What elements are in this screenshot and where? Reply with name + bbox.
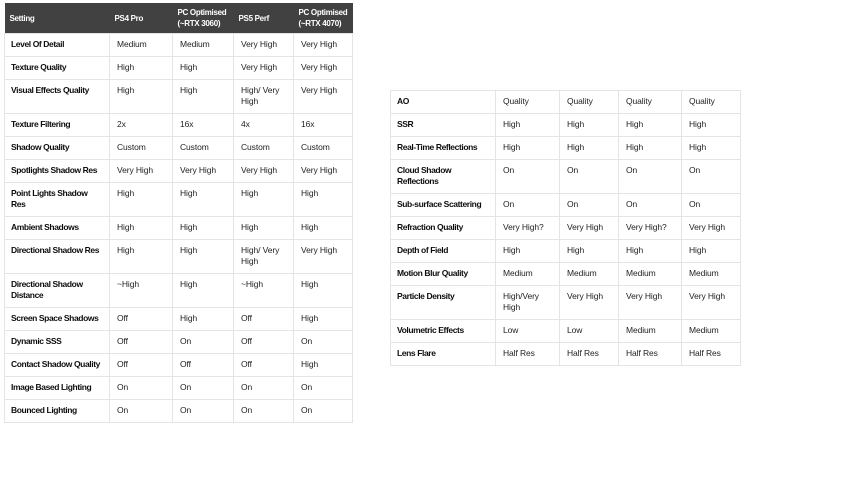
table-row bbox=[5, 137, 353, 160]
setting-value-cell: Custom bbox=[173, 137, 234, 160]
setting-value-cell: High/ Very High bbox=[234, 240, 294, 274]
table-row bbox=[391, 240, 741, 263]
table-row bbox=[391, 194, 741, 217]
table-row bbox=[391, 91, 741, 114]
setting-value-cell: Off bbox=[110, 331, 173, 354]
setting-value-cell: High bbox=[110, 217, 173, 240]
setting-label-cell: Volumetric Effects bbox=[391, 320, 496, 343]
setting-value-cell: ~High bbox=[110, 274, 173, 308]
table-row bbox=[5, 377, 353, 400]
table-row bbox=[5, 114, 353, 137]
setting-label-cell: Bounced Lighting bbox=[5, 400, 110, 423]
setting-value-cell: On bbox=[173, 400, 234, 423]
table-row bbox=[5, 160, 353, 183]
setting-value-cell: Off bbox=[234, 308, 294, 331]
setting-label-cell: Real-Time Reflections bbox=[391, 137, 496, 160]
setting-value-cell: Custom bbox=[294, 137, 353, 160]
setting-value-cell: Very High bbox=[294, 34, 353, 57]
setting-value-cell: On bbox=[682, 160, 741, 194]
setting-value-cell: On bbox=[619, 160, 682, 194]
setting-value-cell: Custom bbox=[110, 137, 173, 160]
table-row bbox=[391, 286, 741, 320]
setting-label-cell: Directional Shadow Distance bbox=[5, 274, 110, 308]
setting-value-cell: Half Res bbox=[619, 343, 682, 366]
setting-value-cell: Very High? bbox=[619, 217, 682, 240]
setting-value-cell: Very High bbox=[294, 240, 353, 274]
setting-value-cell: On bbox=[496, 160, 560, 194]
setting-value-cell: High bbox=[110, 240, 173, 274]
setting-value-cell: Very High? bbox=[496, 217, 560, 240]
table-row bbox=[391, 217, 741, 240]
setting-value-cell: On bbox=[560, 160, 619, 194]
setting-value-cell: Off bbox=[110, 354, 173, 377]
table-row bbox=[5, 57, 353, 80]
table-header bbox=[5, 3, 353, 34]
platform-column-header: PC Optimised (~RTX 4070) bbox=[294, 3, 353, 34]
table-row bbox=[391, 343, 741, 366]
table-body bbox=[391, 91, 741, 366]
table-row bbox=[5, 183, 353, 217]
setting-value-cell: High bbox=[173, 240, 234, 274]
setting-value-cell: On bbox=[110, 377, 173, 400]
setting-value-cell: Off bbox=[234, 331, 294, 354]
table-row bbox=[391, 320, 741, 343]
setting-value-cell: On bbox=[560, 194, 619, 217]
setting-label-cell: Contact Shadow Quality bbox=[5, 354, 110, 377]
table-row bbox=[5, 354, 353, 377]
setting-label-cell: Spotlights Shadow Res bbox=[5, 160, 110, 183]
setting-label-cell: Shadow Quality bbox=[5, 137, 110, 160]
setting-value-cell: On bbox=[173, 331, 234, 354]
setting-value-cell: On bbox=[234, 377, 294, 400]
setting-value-cell: On bbox=[496, 194, 560, 217]
setting-value-cell: 4x bbox=[234, 114, 294, 137]
setting-value-cell: High bbox=[234, 183, 294, 217]
table-row bbox=[5, 331, 353, 354]
setting-label-cell: Sub-surface Scattering bbox=[391, 194, 496, 217]
setting-value-cell: On bbox=[619, 194, 682, 217]
setting-value-cell: On bbox=[682, 194, 741, 217]
setting-label-cell: Visual Effects Quality bbox=[5, 80, 110, 114]
setting-value-cell: High bbox=[560, 114, 619, 137]
setting-value-cell: Custom bbox=[234, 137, 294, 160]
setting-value-cell: Medium bbox=[560, 263, 619, 286]
table-row bbox=[391, 137, 741, 160]
setting-column-header: Setting bbox=[5, 3, 110, 34]
setting-value-cell: High bbox=[294, 183, 353, 217]
setting-value-cell: High bbox=[173, 274, 234, 308]
setting-value-cell: 2x bbox=[110, 114, 173, 137]
setting-value-cell: High bbox=[294, 274, 353, 308]
table-row bbox=[5, 400, 353, 423]
setting-value-cell: High bbox=[619, 114, 682, 137]
setting-value-cell: Very High bbox=[234, 160, 294, 183]
platform-column-header: PC Optimised (~RTX 3060) bbox=[173, 3, 234, 34]
setting-value-cell: High bbox=[496, 240, 560, 263]
setting-label-cell: Depth of Field bbox=[391, 240, 496, 263]
setting-value-cell: Medium bbox=[682, 263, 741, 286]
setting-value-cell: Medium bbox=[110, 34, 173, 57]
setting-value-cell: Medium bbox=[496, 263, 560, 286]
settings-comparison-table-continued bbox=[390, 90, 741, 366]
setting-label-cell: Directional Shadow Res bbox=[5, 240, 110, 274]
setting-value-cell: Off bbox=[173, 354, 234, 377]
platform-column-header: PS5 Perf bbox=[234, 3, 294, 34]
setting-value-cell: High bbox=[110, 183, 173, 217]
setting-value-cell: Very High bbox=[560, 217, 619, 240]
table-row bbox=[5, 34, 353, 57]
setting-label-cell: Ambient Shadows bbox=[5, 217, 110, 240]
setting-value-cell: 16x bbox=[294, 114, 353, 137]
table-row bbox=[391, 263, 741, 286]
setting-value-cell: High bbox=[682, 114, 741, 137]
setting-label-cell: Level Of Detail bbox=[5, 34, 110, 57]
table-row bbox=[5, 80, 353, 114]
table-row bbox=[391, 160, 741, 194]
setting-label-cell: Texture Filtering bbox=[5, 114, 110, 137]
setting-value-cell: High bbox=[110, 57, 173, 80]
setting-value-cell: Quality bbox=[619, 91, 682, 114]
setting-value-cell: Very High bbox=[619, 286, 682, 320]
setting-value-cell: High bbox=[110, 80, 173, 114]
setting-value-cell: High/ Very High bbox=[234, 80, 294, 114]
setting-value-cell: High bbox=[619, 240, 682, 263]
setting-value-cell: Half Res bbox=[560, 343, 619, 366]
table-row bbox=[5, 217, 353, 240]
setting-value-cell: ~High bbox=[234, 274, 294, 308]
setting-value-cell: Very High bbox=[682, 286, 741, 320]
settings-comparison-table-primary bbox=[4, 3, 353, 423]
setting-value-cell: On bbox=[173, 377, 234, 400]
table-row bbox=[5, 308, 353, 331]
setting-value-cell: High bbox=[294, 308, 353, 331]
setting-label-cell: Image Based Lighting bbox=[5, 377, 110, 400]
setting-value-cell: Medium bbox=[619, 263, 682, 286]
setting-value-cell: High bbox=[682, 240, 741, 263]
setting-label-cell: Dynamic SSS bbox=[5, 331, 110, 354]
setting-label-cell: Refraction Quality bbox=[391, 217, 496, 240]
setting-label-cell: Particle Density bbox=[391, 286, 496, 320]
setting-value-cell: High bbox=[173, 80, 234, 114]
setting-label-cell: Point Lights Shadow Res bbox=[5, 183, 110, 217]
setting-value-cell: Very High bbox=[110, 160, 173, 183]
platform-column-header: PS4 Pro bbox=[110, 3, 173, 34]
setting-value-cell: High bbox=[173, 57, 234, 80]
setting-value-cell: High bbox=[173, 217, 234, 240]
setting-value-cell: Very High bbox=[682, 217, 741, 240]
setting-value-cell: 16x bbox=[173, 114, 234, 137]
setting-value-cell: Very High bbox=[234, 34, 294, 57]
table-body bbox=[5, 34, 353, 423]
setting-value-cell: High bbox=[560, 240, 619, 263]
setting-value-cell: Half Res bbox=[496, 343, 560, 366]
setting-label-cell: Screen Space Shadows bbox=[5, 308, 110, 331]
setting-label-cell: AO bbox=[391, 91, 496, 114]
header-row bbox=[5, 3, 353, 34]
setting-value-cell: High bbox=[234, 217, 294, 240]
setting-value-cell: High bbox=[496, 137, 560, 160]
setting-value-cell: On bbox=[234, 400, 294, 423]
setting-label-cell: Texture Quality bbox=[5, 57, 110, 80]
setting-label-cell: Lens Flare bbox=[391, 343, 496, 366]
setting-value-cell: High bbox=[682, 137, 741, 160]
table-row bbox=[391, 114, 741, 137]
setting-value-cell: Low bbox=[560, 320, 619, 343]
setting-value-cell: Off bbox=[110, 308, 173, 331]
setting-value-cell: High bbox=[294, 217, 353, 240]
setting-value-cell: High bbox=[173, 308, 234, 331]
setting-value-cell: High bbox=[173, 183, 234, 217]
setting-value-cell: Low bbox=[496, 320, 560, 343]
setting-value-cell: Half Res bbox=[682, 343, 741, 366]
setting-value-cell: On bbox=[294, 400, 353, 423]
setting-value-cell: Very High bbox=[294, 160, 353, 183]
setting-value-cell: High bbox=[619, 137, 682, 160]
setting-value-cell: High bbox=[294, 354, 353, 377]
setting-value-cell: High bbox=[560, 137, 619, 160]
setting-value-cell: High bbox=[496, 114, 560, 137]
setting-value-cell: Off bbox=[234, 354, 294, 377]
setting-label-cell: Cloud Shadow Reflections bbox=[391, 160, 496, 194]
setting-value-cell: Very High bbox=[294, 57, 353, 80]
setting-label-cell: Motion Blur Quality bbox=[391, 263, 496, 286]
setting-value-cell: Very High bbox=[560, 286, 619, 320]
table-row bbox=[5, 240, 353, 274]
setting-value-cell: On bbox=[294, 331, 353, 354]
setting-value-cell: On bbox=[110, 400, 173, 423]
setting-label-cell: SSR bbox=[391, 114, 496, 137]
setting-value-cell: Medium bbox=[619, 320, 682, 343]
setting-value-cell: Medium bbox=[173, 34, 234, 57]
setting-value-cell: Medium bbox=[682, 320, 741, 343]
setting-value-cell: Quality bbox=[496, 91, 560, 114]
setting-value-cell: Very High bbox=[173, 160, 234, 183]
setting-value-cell: Quality bbox=[560, 91, 619, 114]
setting-value-cell: On bbox=[294, 377, 353, 400]
setting-value-cell: Quality bbox=[682, 91, 741, 114]
setting-value-cell: Very High bbox=[234, 57, 294, 80]
setting-value-cell: High/Very High bbox=[496, 286, 560, 320]
table-row bbox=[5, 274, 353, 308]
setting-value-cell: Very High bbox=[294, 80, 353, 114]
